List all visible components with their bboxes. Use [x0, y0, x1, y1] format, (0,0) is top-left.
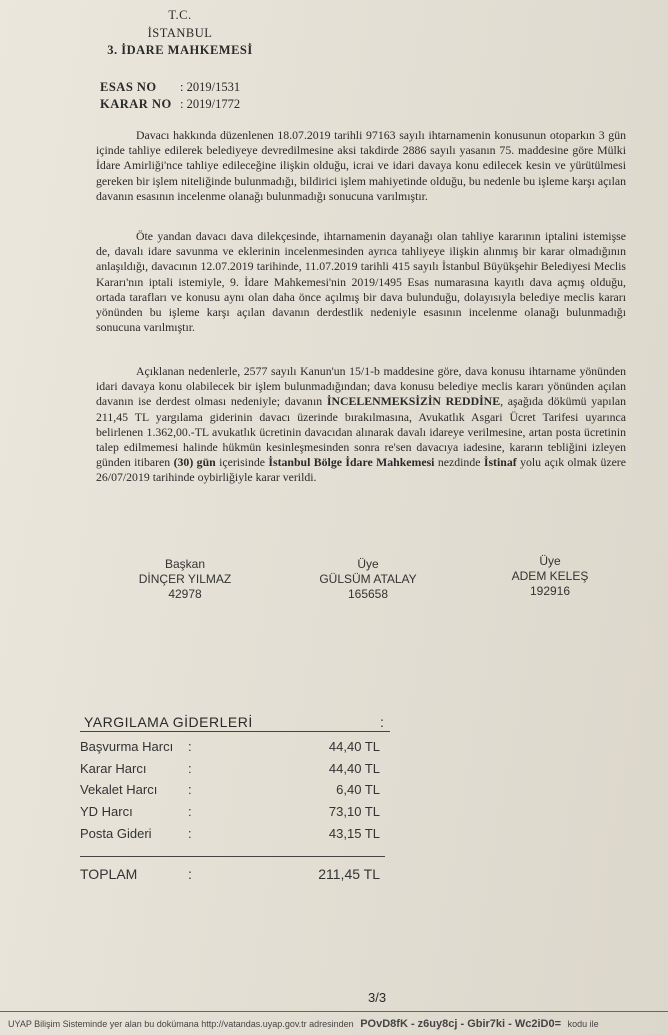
signature-id: 165658 [347, 587, 389, 601]
cost-label: YD Harcı [80, 804, 133, 819]
cost-colon: : [188, 761, 192, 776]
total-colon: : [188, 866, 192, 882]
esas-label: ESAS NO [100, 80, 157, 94]
footer-verification-code: POvD8fK - z6uy8cj - Gbir7ki - Wc2iD0= [360, 1018, 562, 1030]
costs-title-rule [80, 731, 390, 732]
page-number: 3/3 [368, 990, 387, 1005]
total-label: TOPLAM [80, 866, 138, 882]
paragraph-1: Davacı hakkında düzenlenen 18.07.2019 tarihli 97163 sayılı ihtarnamenin konusunun otoparkın 3 gün içinde tahliye edilerek belediyeye devredilmesine aksi takdirde 2886 sayılı yasanın 75. maddesine göre Mülki İdare Amirliği'nce tahliye edileceğine ilişkin olduğu, icrai ve idari davaya konu edilecek kesin ve yürütülmesi gereken bir işlem niteliğinde bulunmadığı, bildirici işlem mahiyetinde olduğu, bu nedenle bu işleme karşı açılan davanın esasının incelenme olanağı bulunmadığı sonucuna varılmıştır. [96, 128, 626, 203]
cost-amount: 44,40 TL [328, 761, 380, 776]
footer-line [8, 1018, 599, 1030]
p3-part-e: yolu açık olmak üzere 26/07/2019 tarihinde oybirliğiyle karar verildi. [96, 455, 626, 485]
esas-value: : 2019/1531 [180, 80, 241, 94]
costs-total-rule [80, 856, 385, 857]
signature-uye-1 [293, 557, 443, 602]
header-court: 3. İDARE MAHKEMESİ [107, 43, 253, 57]
footer-uyap-text: UYAP Bilişim Sisteminde yer alan bu dokümana http://vatandas.uyap.gov.tr adresinden [8, 1019, 354, 1029]
costs-title-colon: : [380, 714, 385, 730]
signature-baskan [110, 557, 260, 602]
signature-role: Üye [539, 554, 561, 568]
cost-label: Başvurma Harcı [80, 739, 174, 754]
p3-bold-bolge: İstanbul Bölge İdare Mahkemesi [268, 455, 435, 470]
footer-suffix: kodu ile [567, 1019, 599, 1029]
cost-colon: : [188, 739, 192, 754]
karar-value: : 2019/1772 [180, 97, 241, 111]
cost-label: Posta Gideri [80, 826, 152, 841]
header-tc: T.C. [168, 8, 192, 22]
signature-id: 42978 [168, 587, 202, 601]
p3-part-c: içerisinde [215, 455, 269, 470]
signature-role: Üye [357, 557, 379, 571]
p3-bold-istinaf: İstinaf [483, 455, 517, 470]
signature-name: DİNÇER YILMAZ [138, 572, 232, 586]
signature-name: GÜLSÜM ATALAY [319, 572, 417, 586]
header-city: İSTANBUL [147, 26, 213, 40]
karar-label: KARAR NO [100, 97, 172, 111]
p3-part-d: nezdinde [434, 455, 484, 470]
p3-bold-30gun: (30) gün [173, 455, 216, 470]
signature-name: ADEM KELEŞ [511, 569, 589, 583]
p3-part-a: Açıklanan nedenlerle, 2577 sayılı Kanun'un 15/1-b maddesine göre, dava konusu ihtarname yönünden idari davaya konu olabilecek bir işlem bulunmadığından; dava konusu belediye meclis kararı yönünden açılan davanın ise derdest olması nedeniyle; davanın [96, 364, 626, 409]
signature-id: 192916 [529, 584, 571, 598]
cost-amount: 44,40 TL [328, 739, 380, 754]
signature-role: Başkan [164, 557, 206, 571]
costs-title: YARGILAMA GİDERLERİ [84, 714, 253, 730]
total-amount: 211,45 TL [318, 866, 380, 882]
cost-colon: : [188, 782, 192, 797]
cost-colon: : [188, 804, 192, 819]
cost-label: Vekalet Harcı [80, 782, 158, 797]
paragraph-2: Öte yandan davacı dava dilekçesinde, ihtarnamenin dayanağı olan tahliye kararının iptalini istemişse de, davalı idare savunma ve eklerinin incelenmesinden ayrıca tahliyeye ilişkin alınmış bir karar olmadığının anlaşıldığı, davacının 12.07.2019 tarihinde, 11.07.2019 tarihli 415 sayılı İstanbul Büyükşehir Belediyesi Meclis Kararı'nın iptali istemiyle, 9. İdare Mahkemesi'nin 2019/1495 Esas numarasına kayıtlı dava açmış olduğu, ortada tarafları ve konusu aynı olan daha önce açılmış bir dava bulunduğu, dolayısıyla belediye meclis kararı yönünden bu işleme karşı açılan davanın derdestlik nedeniyle esasının incelenme olanağı bulunmadığı sonucuna varılmıştır. [96, 229, 626, 335]
p3-part-b: , aşağıda dökümü yapılan 211,45 TL yargılama giderinin davacı üzerinde bırakılmasına, Avukatlık Asgari Ücret Tarifesi uyarınca belirlenen 1.362,00.-TL avukatlık ücretinin davacıdan alınarak davalı idareye verilmesine, artan posta ücretinin talep edilmemesi halinde hükmün kesinleşmesinden sonra re'sen davacıya iadesine, kararın tebliğini izleyen günden itibaren [96, 394, 626, 470]
cost-amount: 43,15 TL [328, 826, 380, 841]
cost-colon: : [188, 826, 192, 841]
cost-label: Karar Harcı [80, 761, 147, 776]
paragraph-3 [96, 364, 626, 486]
signature-uye-2 [475, 554, 625, 599]
cost-amount: 73,10 TL [328, 804, 380, 819]
footer-rule [0, 1011, 668, 1012]
cost-amount: 6,40 TL [336, 782, 380, 797]
p3-bold-reddine: İNCELENMEKSİZİN REDDİNE [326, 394, 501, 409]
